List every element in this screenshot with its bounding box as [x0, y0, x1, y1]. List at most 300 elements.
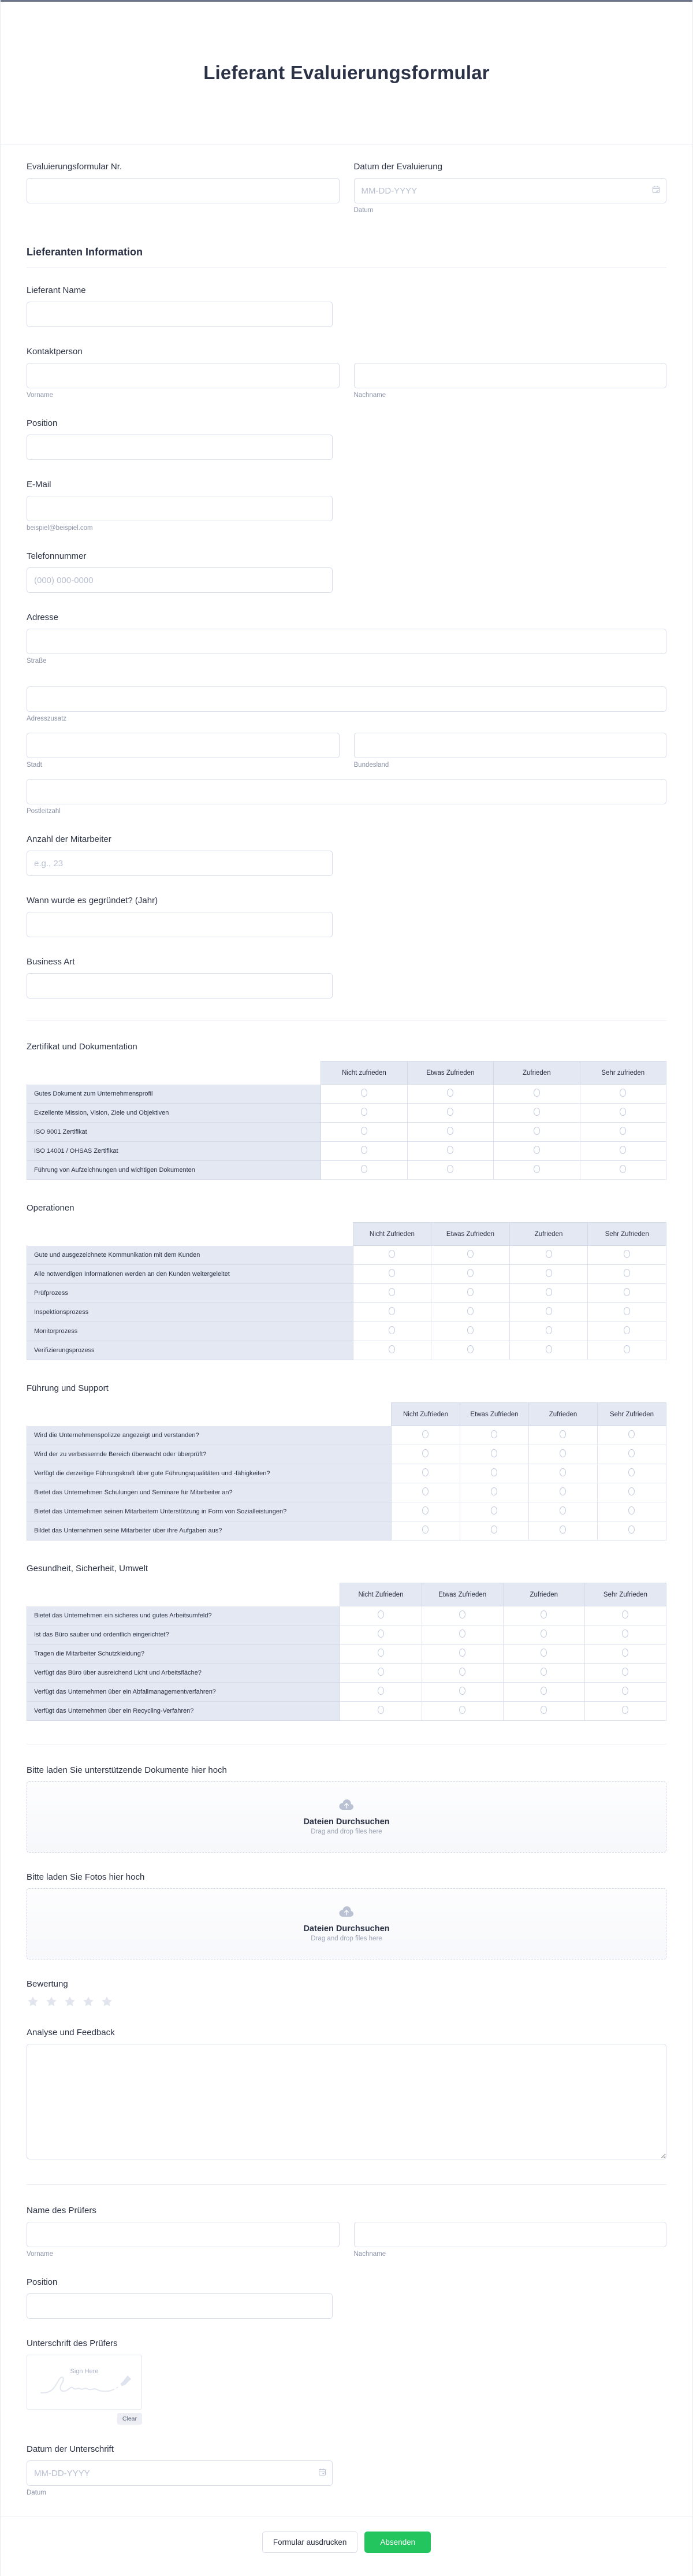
radio-button-icon[interactable]: [620, 1165, 626, 1173]
reviewer-lastname-sublabel: Nachname: [353, 2251, 386, 2258]
matrix-radio-cell[interactable]: [340, 1606, 422, 1625]
star-icon[interactable]: [82, 1995, 95, 2008]
radio-button-icon[interactable]: [459, 1649, 465, 1657]
radio-button-icon[interactable]: [361, 1165, 367, 1173]
matrix-radio-cell[interactable]: [407, 1085, 493, 1104]
matrix-radio-cell[interactable]: [391, 1521, 460, 1541]
matrix-row: [27, 1341, 666, 1360]
radio-button-icon[interactable]: [378, 1687, 384, 1695]
upload-sections: [27, 1765, 666, 1959]
matrix-radio-cell[interactable]: [597, 1426, 666, 1445]
matrix-radio-cell[interactable]: [580, 1161, 666, 1180]
radio-button-icon[interactable]: [467, 1345, 474, 1353]
matrix-row: [27, 1445, 666, 1464]
matrix-radio-cell[interactable]: [321, 1104, 407, 1123]
matrix-radio-cell[interactable]: [391, 1502, 460, 1521]
matrix-column-header: Nicht Zufrieden: [353, 1223, 431, 1246]
contact-firstname-input[interactable]: [27, 363, 340, 388]
radio-button-icon[interactable]: [628, 1449, 635, 1457]
matrix-question-label: Gutes Dokument zum Unternehmensprofil: [27, 1085, 321, 1104]
matrix-radio-cell[interactable]: [407, 1142, 493, 1161]
rating-matrix-table: [27, 1402, 666, 1541]
matrix-radio-cell[interactable]: [494, 1142, 580, 1161]
matrix-radio-cell[interactable]: [588, 1246, 666, 1265]
drag-drop-hint: Drag and drop files here: [311, 1828, 382, 1835]
radio-button-icon[interactable]: [628, 1487, 635, 1495]
radio-button-icon[interactable]: [378, 1649, 384, 1657]
radio-button-icon[interactable]: [560, 1506, 566, 1515]
matrix-corner-cell: [27, 1223, 353, 1246]
radio-button-icon[interactable]: [361, 1089, 367, 1097]
supplier-position-input[interactable]: [27, 435, 333, 460]
matrix-radio-cell[interactable]: [494, 1104, 580, 1123]
matrix-radio-cell[interactable]: [431, 1341, 510, 1360]
radio-button-icon[interactable]: [534, 1146, 540, 1154]
address-city-sublabel: Stadt: [27, 762, 42, 769]
print-form-button[interactable]: Formular ausdrucken: [262, 2532, 358, 2553]
radio-button-icon[interactable]: [491, 1506, 497, 1515]
page-title: Lieferant Evaluierungsformular: [203, 62, 490, 83]
matrix-radio-cell[interactable]: [353, 1303, 431, 1322]
address-street2-input[interactable]: [27, 686, 666, 712]
radio-button-icon[interactable]: [467, 1288, 474, 1296]
radio-button-icon[interactable]: [491, 1430, 497, 1438]
reviewer-lastname-input[interactable]: [354, 2222, 667, 2247]
matrix-radio-cell[interactable]: [422, 1625, 503, 1645]
matrix-radio-cell[interactable]: [597, 1521, 666, 1541]
rating-matrix-table: [27, 1061, 666, 1180]
radio-button-icon[interactable]: [378, 1706, 384, 1714]
matrix-radio-cell[interactable]: [460, 1426, 528, 1445]
radio-button-icon[interactable]: [628, 1468, 635, 1476]
section-divider: [27, 1020, 666, 1021]
matrix-column-header: Zufrieden: [503, 1583, 584, 1606]
matrix-radio-cell[interactable]: [460, 1521, 528, 1541]
founded-input[interactable]: [27, 912, 333, 937]
radio-button-icon[interactable]: [624, 1250, 630, 1258]
matrix-radio-cell[interactable]: [528, 1464, 597, 1483]
matrix-radio-cell[interactable]: [528, 1483, 597, 1502]
matrix-radio-cell[interactable]: [422, 1645, 503, 1664]
matrix-title: Operationen: [27, 1203, 74, 1213]
matrix-radio-cell[interactable]: [407, 1104, 493, 1123]
employees-input[interactable]: [27, 851, 333, 876]
address-zip-input[interactable]: [27, 779, 666, 804]
matrix-column-header: Etwas Zufrieden: [422, 1583, 503, 1606]
matrix-radio-cell[interactable]: [494, 1161, 580, 1180]
radio-button-icon[interactable]: [447, 1165, 453, 1173]
matrix-question-label: Führung von Aufzeichnungen und wichtigen Dokumenten: [27, 1161, 321, 1180]
radio-button-icon[interactable]: [541, 1610, 547, 1619]
eval-date-field: [354, 162, 667, 214]
radio-button-icon[interactable]: [541, 1630, 547, 1638]
radio-button-icon[interactable]: [389, 1326, 395, 1334]
reviewer-position-input[interactable]: [27, 2293, 333, 2319]
matrix-radio-cell[interactable]: [460, 1464, 528, 1483]
feedback-textarea[interactable]: [27, 2044, 666, 2159]
matrix-radio-cell[interactable]: [503, 1625, 584, 1645]
reviewer-position-field: [27, 2277, 666, 2319]
radio-button-icon[interactable]: [422, 1506, 429, 1515]
star-icon[interactable]: [27, 1995, 39, 2008]
matrix-radio-cell[interactable]: [509, 1322, 588, 1341]
matrix-radio-cell[interactable]: [584, 1606, 666, 1625]
matrix-radio-cell[interactable]: [460, 1483, 528, 1502]
matrix-block: [27, 1564, 666, 1721]
form-footer: [1, 2516, 692, 2576]
radio-button-icon[interactable]: [622, 1668, 628, 1676]
employees-field: [27, 834, 666, 876]
sign-here-hint: Sign Here: [70, 2368, 99, 2375]
star-icon[interactable]: [64, 1995, 76, 2008]
matrix-radio-cell[interactable]: [597, 1483, 666, 1502]
matrix-column-header: Nicht Zufrieden: [340, 1583, 422, 1606]
radio-button-icon[interactable]: [622, 1649, 628, 1657]
matrix-radio-cell[interactable]: [340, 1645, 422, 1664]
address-street-input[interactable]: [27, 629, 666, 654]
matrix-radio-cell[interactable]: [422, 1664, 503, 1683]
radio-button-icon[interactable]: [447, 1108, 453, 1116]
supplier-section-title: Lieferanten Information: [27, 246, 143, 258]
email-input[interactable]: [27, 496, 333, 521]
radio-button-icon[interactable]: [459, 1668, 465, 1676]
matrix-question-label: Gute und ausgezeichnete Kommunikation mit dem Kunden: [27, 1246, 353, 1265]
matrix-radio-cell[interactable]: [460, 1502, 528, 1521]
radio-button-icon[interactable]: [389, 1345, 395, 1353]
address-state-sublabel: Bundesland: [353, 762, 389, 769]
matrix-radio-cell[interactable]: [503, 1645, 584, 1664]
matrix-radio-cell[interactable]: [528, 1521, 597, 1541]
rating-field: [27, 1979, 666, 2008]
matrix-radio-cell[interactable]: [580, 1142, 666, 1161]
matrix-radio-cell[interactable]: [407, 1161, 493, 1180]
matrix-radio-cell[interactable]: [391, 1483, 460, 1502]
file-upload-field: [27, 1872, 666, 1959]
radio-button-icon[interactable]: [541, 1706, 547, 1714]
matrix-radio-cell[interactable]: [431, 1322, 510, 1341]
matrix-radio-cell[interactable]: [588, 1303, 666, 1322]
matrix-question-label: Inspektionsprozess: [27, 1303, 353, 1322]
radio-button-icon[interactable]: [447, 1089, 453, 1097]
matrix-radio-cell[interactable]: [321, 1142, 407, 1161]
matrix-radio-cell[interactable]: [528, 1502, 597, 1521]
matrix-radio-cell[interactable]: [509, 1341, 588, 1360]
radio-button-icon[interactable]: [546, 1326, 552, 1334]
file-upload-label: Bitte laden Sie unterstützende Dokumente hier hoch: [27, 1765, 227, 1775]
matrix-radio-cell[interactable]: [509, 1265, 588, 1284]
matrix-radio-cell[interactable]: [321, 1161, 407, 1180]
matrix-block: [27, 1042, 666, 1180]
matrix-row: [27, 1322, 666, 1341]
matrix-radio-cell[interactable]: [353, 1322, 431, 1341]
radio-button-icon[interactable]: [560, 1525, 566, 1534]
matrix-radio-cell[interactable]: [340, 1625, 422, 1645]
matrix-row: [27, 1664, 666, 1683]
rating-label: Bewertung: [27, 1979, 68, 1989]
matrix-radio-cell[interactable]: [584, 1625, 666, 1645]
signature-label: Unterschrift des Prüfers: [27, 2339, 118, 2348]
radio-button-icon[interactable]: [546, 1307, 552, 1315]
radio-button-icon[interactable]: [422, 1487, 429, 1495]
matrix-radio-cell[interactable]: [597, 1502, 666, 1521]
matrix-radio-cell[interactable]: [588, 1284, 666, 1303]
founded-field: [27, 896, 666, 937]
matrix-row: [27, 1645, 666, 1664]
radio-button-icon[interactable]: [620, 1108, 626, 1116]
matrix-header-row: [27, 1583, 666, 1606]
form-header: [1, 0, 692, 144]
matrix-radio-cell[interactable]: [503, 1606, 584, 1625]
radio-button-icon[interactable]: [624, 1326, 630, 1334]
matrix-column-header: Zufrieden: [509, 1223, 588, 1246]
phone-input[interactable]: [27, 567, 333, 593]
radio-button-icon[interactable]: [491, 1525, 497, 1534]
matrix-radio-cell[interactable]: [353, 1341, 431, 1360]
matrix-radio-cell[interactable]: [340, 1664, 422, 1683]
feedback-label: Analyse und Feedback: [27, 2028, 115, 2037]
contact-person-field: [27, 347, 666, 399]
radio-button-icon[interactable]: [459, 1687, 465, 1695]
radio-button-icon[interactable]: [624, 1269, 630, 1277]
radio-button-icon[interactable]: [622, 1610, 628, 1619]
drag-drop-hint: Drag and drop files here: [311, 1935, 382, 1942]
matrix-radio-cell[interactable]: [407, 1123, 493, 1142]
supplier-position-field: [27, 418, 666, 460]
star-icon[interactable]: [100, 1995, 113, 2008]
radio-button-icon[interactable]: [534, 1127, 540, 1135]
matrix-radio-cell[interactable]: [494, 1123, 580, 1142]
matrix-radio-cell[interactable]: [431, 1284, 510, 1303]
matrix-tables: [27, 1042, 666, 1721]
signature-date-field: [27, 2444, 666, 2496]
signature-pad[interactable]: [27, 2355, 142, 2410]
matrix-radio-cell[interactable]: [584, 1683, 666, 1702]
matrix-radio-cell[interactable]: [588, 1341, 666, 1360]
radio-button-icon[interactable]: [422, 1430, 429, 1438]
file-upload-label: Bitte laden Sie Fotos hier hoch: [27, 1872, 145, 1882]
radio-button-icon[interactable]: [447, 1146, 453, 1154]
form-number-label: Evaluierungsformular Nr.: [27, 162, 122, 172]
matrix-radio-cell[interactable]: [584, 1664, 666, 1683]
radio-button-icon[interactable]: [389, 1288, 395, 1296]
matrix-question-label: Bietet das Unternehmen Schulungen und Seminare für Mitarbeiter an?: [27, 1483, 392, 1502]
matrix-radio-cell[interactable]: [422, 1683, 503, 1702]
upload-cloud-icon: [338, 1799, 355, 1814]
matrix-radio-cell[interactable]: [391, 1464, 460, 1483]
radio-button-icon[interactable]: [389, 1307, 395, 1315]
email-label: E-Mail: [27, 480, 51, 489]
matrix-question-label: Wird der zu verbessernde Bereich überwacht oder überprüft?: [27, 1445, 392, 1464]
radio-button-icon[interactable]: [422, 1525, 429, 1534]
matrix-column-header: Etwas Zufrieden: [407, 1061, 493, 1085]
matrix-question-label: ISO 14001 / OHSAS Zertifikat: [27, 1142, 321, 1161]
radio-button-icon[interactable]: [622, 1687, 628, 1695]
radio-button-icon[interactable]: [459, 1610, 465, 1619]
radio-button-icon[interactable]: [534, 1108, 540, 1116]
matrix-column-header: Nicht zufrieden: [321, 1061, 407, 1085]
email-sublabel: beispiel@beispiel.com: [27, 525, 93, 532]
matrix-radio-cell[interactable]: [597, 1464, 666, 1483]
radio-button-icon[interactable]: [459, 1630, 465, 1638]
reviewer-firstname-input[interactable]: [27, 2222, 340, 2247]
file-dropzone[interactable]: [27, 1781, 666, 1853]
matrix-radio-cell[interactable]: [391, 1445, 460, 1464]
matrix-row: [27, 1123, 666, 1142]
matrix-column-header: Zufrieden: [494, 1061, 580, 1085]
eval-date-input[interactable]: [354, 178, 667, 203]
radio-button-icon[interactable]: [628, 1506, 635, 1515]
matrix-radio-cell[interactable]: [509, 1246, 588, 1265]
matrix-question-label: Verfügt die derzeitige Führungskraft über gute Führungsqualitäten und -fähigkeiten?: [27, 1464, 392, 1483]
supplier-position-label: Position: [27, 418, 58, 428]
matrix-column-header: Sehr zufrieden: [580, 1061, 666, 1085]
radio-button-icon[interactable]: [467, 1326, 474, 1334]
radio-button-icon[interactable]: [628, 1430, 635, 1438]
radio-button-icon[interactable]: [378, 1630, 384, 1638]
matrix-radio-cell[interactable]: [431, 1303, 510, 1322]
matrix-radio-cell[interactable]: [509, 1284, 588, 1303]
matrix-radio-cell[interactable]: [503, 1683, 584, 1702]
radio-button-icon[interactable]: [467, 1269, 474, 1277]
radio-button-icon[interactable]: [628, 1525, 635, 1534]
radio-button-icon[interactable]: [546, 1345, 552, 1353]
upload-cloud-icon: [338, 1906, 355, 1921]
radio-button-icon[interactable]: [560, 1468, 566, 1476]
file-dropzone[interactable]: [27, 1888, 666, 1959]
radio-button-icon[interactable]: [620, 1127, 626, 1135]
matrix-radio-cell[interactable]: [584, 1645, 666, 1664]
rating-matrix-table: [27, 1222, 666, 1360]
matrix-radio-cell[interactable]: [321, 1123, 407, 1142]
radio-button-icon[interactable]: [622, 1706, 628, 1714]
matrix-row: [27, 1246, 666, 1265]
matrix-radio-cell[interactable]: [353, 1246, 431, 1265]
radio-button-icon[interactable]: [560, 1487, 566, 1495]
radio-button-icon[interactable]: [378, 1610, 384, 1619]
matrix-row: [27, 1284, 666, 1303]
matrix-radio-cell[interactable]: [588, 1265, 666, 1284]
matrix-radio-cell[interactable]: [353, 1265, 431, 1284]
matrix-question-label: Bietet das Unternehmen ein sicheres und gutes Arbeitsumfeld?: [27, 1606, 340, 1625]
eval-date-label: Datum der Evaluierung: [353, 162, 442, 172]
matrix-radio-cell[interactable]: [528, 1426, 597, 1445]
business-type-label: Business Art: [27, 957, 75, 967]
form-number-input[interactable]: [27, 178, 340, 203]
signature-clear-button[interactable]: Clear: [117, 2413, 142, 2425]
matrix-radio-cell[interactable]: [340, 1683, 422, 1702]
contact-lastname-input[interactable]: [354, 363, 667, 388]
radio-button-icon[interactable]: [389, 1250, 395, 1258]
radio-button-icon[interactable]: [422, 1449, 429, 1457]
matrix-question-label: Verfügt das Büro über ausreichend Licht und Arbeitsfläche?: [27, 1664, 340, 1683]
radio-button-icon[interactable]: [560, 1449, 566, 1457]
radio-button-icon[interactable]: [534, 1165, 540, 1173]
radio-button-icon[interactable]: [620, 1089, 626, 1097]
browse-files-button[interactable]: Dateien Durchsuchen: [303, 1817, 390, 1827]
radio-button-icon[interactable]: [378, 1668, 384, 1676]
star-icon[interactable]: [45, 1995, 58, 2008]
radio-button-icon[interactable]: [620, 1146, 626, 1154]
radio-button-icon[interactable]: [560, 1430, 566, 1438]
matrix-radio-cell[interactable]: [528, 1445, 597, 1464]
radio-button-icon[interactable]: [467, 1250, 474, 1258]
radio-button-icon[interactable]: [534, 1089, 540, 1097]
matrix-radio-cell[interactable]: [391, 1426, 460, 1445]
supplier-name-label: Lieferant Name: [27, 285, 86, 295]
radio-button-icon[interactable]: [491, 1487, 497, 1495]
matrix-radio-cell[interactable]: [422, 1702, 503, 1721]
radio-button-icon[interactable]: [361, 1108, 367, 1116]
supplier-name-input[interactable]: [27, 302, 333, 327]
matrix-column-header: Sehr Zufrieden: [588, 1223, 666, 1246]
matrix-corner-cell: [27, 1061, 321, 1085]
radio-button-icon[interactable]: [361, 1127, 367, 1135]
matrix-question-label: ISO 9001 Zertifikat: [27, 1123, 321, 1142]
matrix-radio-cell[interactable]: [353, 1284, 431, 1303]
phone-label: Telefonnummer: [27, 551, 87, 561]
radio-button-icon[interactable]: [624, 1307, 630, 1315]
matrix-radio-cell[interactable]: [580, 1123, 666, 1142]
address-state-input[interactable]: [354, 733, 667, 758]
submit-button[interactable]: Absenden: [364, 2532, 431, 2553]
radio-button-icon[interactable]: [467, 1307, 474, 1315]
signature-date-input[interactable]: [27, 2460, 333, 2486]
matrix-radio-cell[interactable]: [584, 1702, 666, 1721]
radio-button-icon[interactable]: [541, 1668, 547, 1676]
matrix-radio-cell[interactable]: [503, 1664, 584, 1683]
business-type-input[interactable]: [27, 973, 333, 999]
radio-button-icon[interactable]: [624, 1288, 630, 1296]
matrix-radio-cell[interactable]: [321, 1085, 407, 1104]
matrix-radio-cell[interactable]: [580, 1104, 666, 1123]
matrix-question-label: Verfügt das Unternehmen über ein Recycling-Verfahren?: [27, 1702, 340, 1721]
browse-files-button[interactable]: Dateien Durchsuchen: [303, 1924, 390, 1933]
matrix-radio-cell[interactable]: [431, 1265, 510, 1284]
matrix-radio-cell[interactable]: [431, 1246, 510, 1265]
address-city-input[interactable]: [27, 733, 340, 758]
star-rating[interactable]: [27, 1995, 666, 2008]
phone-field: [27, 551, 666, 593]
radio-button-icon[interactable]: [459, 1706, 465, 1714]
radio-button-icon[interactable]: [541, 1649, 547, 1657]
matrix-radio-cell[interactable]: [422, 1606, 503, 1625]
matrix-radio-cell[interactable]: [588, 1322, 666, 1341]
radio-button-icon[interactable]: [541, 1687, 547, 1695]
matrix-radio-cell[interactable]: [580, 1085, 666, 1104]
radio-button-icon[interactable]: [447, 1127, 453, 1135]
matrix-radio-cell[interactable]: [597, 1445, 666, 1464]
matrix-column-header: Zufrieden: [528, 1403, 597, 1426]
matrix-radio-cell[interactable]: [509, 1303, 588, 1322]
matrix-radio-cell[interactable]: [340, 1702, 422, 1721]
radio-button-icon[interactable]: [389, 1269, 395, 1277]
matrix-block: [27, 1203, 666, 1360]
radio-button-icon[interactable]: [622, 1630, 628, 1638]
radio-button-icon[interactable]: [422, 1468, 429, 1476]
radio-button-icon[interactable]: [546, 1288, 552, 1296]
radio-button-icon[interactable]: [546, 1250, 552, 1258]
radio-button-icon[interactable]: [491, 1449, 497, 1457]
matrix-radio-cell[interactable]: [503, 1702, 584, 1721]
radio-button-icon[interactable]: [361, 1146, 367, 1154]
matrix-radio-cell[interactable]: [460, 1445, 528, 1464]
signature-field: [27, 2339, 666, 2425]
matrix-radio-cell[interactable]: [494, 1085, 580, 1104]
radio-button-icon[interactable]: [624, 1345, 630, 1353]
radio-button-icon[interactable]: [546, 1269, 552, 1277]
address-street-sublabel: Straße: [27, 658, 47, 665]
radio-button-icon[interactable]: [491, 1468, 497, 1476]
